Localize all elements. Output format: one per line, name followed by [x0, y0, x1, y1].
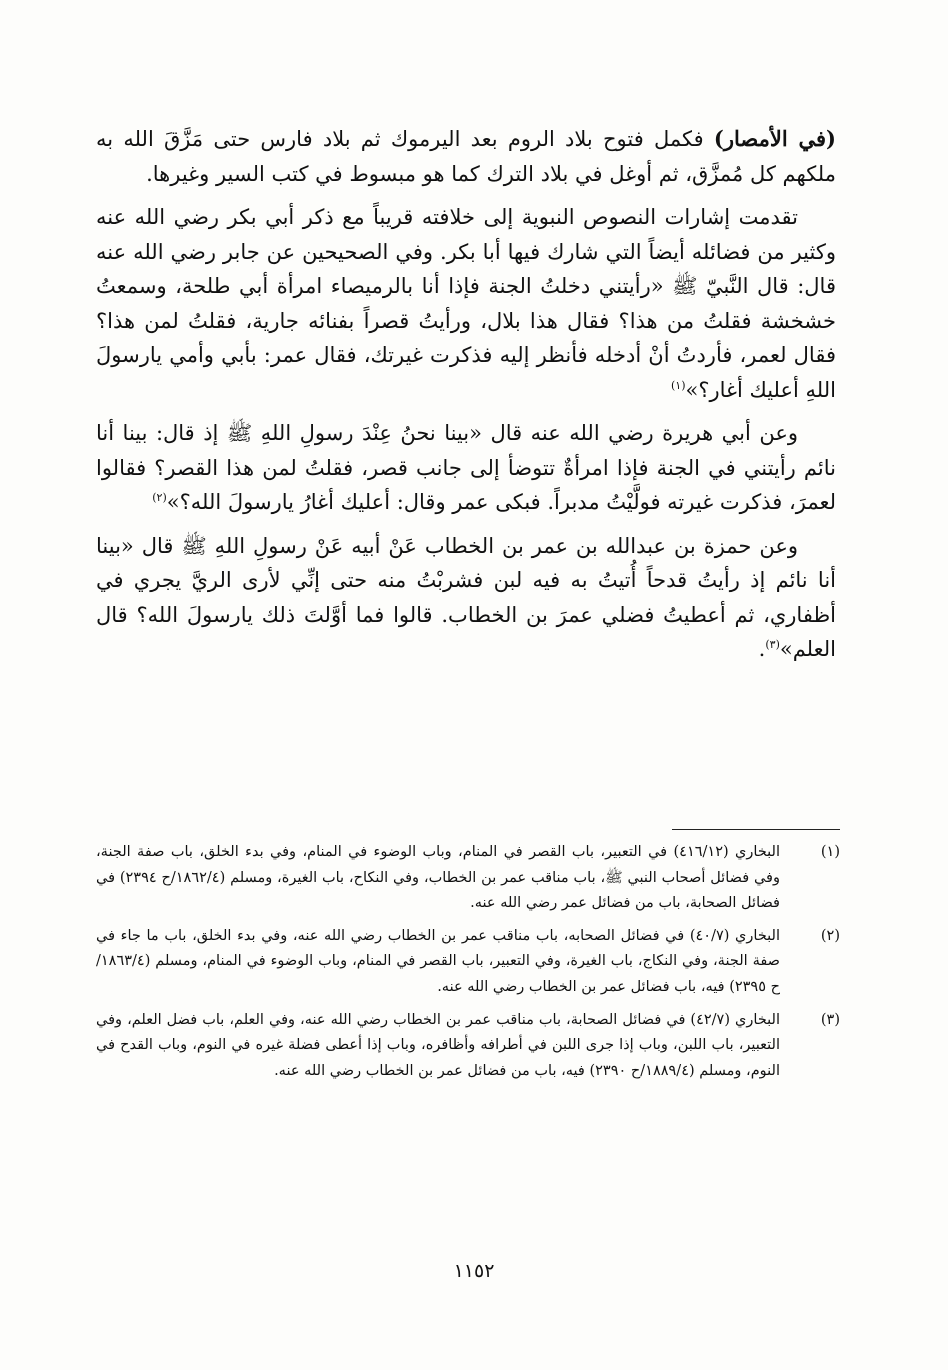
footnote-text: البخاري (٤٢/٧) في فضائل الصحابة، باب مناقب عمر بن الخطاب رضي الله عنه، وفي العلم، باب فضل العلم، وفي التعبير، باب اللبن، وباب إذا جرى اللبن في أطرافه وأظافره، وباب إذا أعطى فضلة غيره في النوم، وباب القدح في النوم، ومسلم (١٨٨٩/٤/ح ٢٣٩٠) فيه، باب من فضائل عمر بن الخطاب رضي الله عنه. — [96, 1011, 780, 1079]
paragraph-4-end: . — [758, 637, 766, 661]
paragraph-3 — [96, 416, 836, 520]
footnote-3 — [96, 1008, 840, 1085]
paragraph-1 — [96, 122, 836, 191]
footnote-number: (١) — [820, 844, 840, 860]
footnote-1 — [96, 840, 840, 917]
footnote-number: (٢) — [820, 927, 840, 944]
paragraph-2-text: تقدمت إشارات النصوص النبوية إلى خلافته قريباً مع ذكر أبي بكر رضي الله عنه وكثير من فضائله أيضاً التي شارك فيها أبا بكر. وفي الصحيحين عن جابر رضي الله عنه قال: قال النَّبيّ ﷺ «رأيتني دخلتُ الجنة فإذا أنا بالرميصاء امرأة أبي طلحة، وسمعتُ خشخشة فقلتُ من هذا؟ فقال هذا بلال، ورأيتُ قصراً بفنائه جارية، فقلتُ لمن هذا؟ فقال لعمر، فأردتُ أنْ أدخله فأنظر إليه فذكرت غيرتك، فقال عمر: بأبي وأمي يارسولَ اللهِ أعليك أغار؟» — [96, 205, 836, 402]
paragraph-3-text: وعن أبي هريرة رضي الله عنه قال «بينا نحنُ عِنْدَ رسولِ اللهِ ﷺ إذ قال: بينا أنا نائم رأيتني في الجنة فإذا امرأةٌ تتوضأ إلى جانب قصر، فقلتُ لمن هذا القصر؟ فقالوا لعمرَ، فذكرت غيرته فولَّيْتُ مدبراً. فبكى عمر وقال: أعليك أغارُ يارسولَ الله؟» — [96, 421, 836, 514]
footnote-ref-1[interactable]: (١) — [670, 378, 686, 392]
footnote-ref-3[interactable]: (٣) — [765, 638, 780, 651]
paragraph-4 — [96, 529, 836, 667]
paragraph-2 — [96, 200, 836, 407]
footnote-text: البخاري (٤١٦/١٢) في التعبير، باب القصر في المنام، وباب الوضوء في المنام، وفي بدء الخلق، باب صفة الجنة، وفي فضائل أصحاب النبي ﷺ، باب مناقب عمر بن الخطاب، وفي النكاح، باب الغيرة، ومسلم (١٨٦٢/٤/ح ٢٣٩٤) في فضائل الصحابة، باب من فضائل عمر رضي الله عنه. — [96, 844, 780, 912]
paragraph-4-text: وعن حمزة بن عبدالله بن عمر بن الخطاب عَنْ أبيه عَنْ رسولِ اللهِ ﷺ قال «بينا أنا نائم إذ رأيتُ قدحاً أُتيتُ به فيه لبن فشربْتُ منه حتى إنِّي لأرى الريَّ يجري في أظفاري، ثم أعطيتُ فضلي عمرَ بن الخطاب. قالوا فما أوَّلتَ ذلك يارسولَ الله؟ قال العلم» — [96, 533, 836, 661]
footnote-text: البخاري (٤٠/٧) في فضائل الصحابه، باب مناقب عمر بن الخطاب رضي الله عنه، وفي بدء الخلق، باب ما جاء في صفة الجنة، وفي النكاج، باب الغيرة، وفي التعبير، باب القصر في المنام، وباب الوضوء في المنام، ومسلم (١٨٦٣/٤/ح ٢٣٩٥) فيه، باب فضائل عمر بن الخطاب رضي الله عنه. — [96, 927, 781, 995]
paragraph-1-text: فكمل فتوح بلاد الروم بعد اليرموك ثم بلاد فارس حتى مَزَّقَ الله به ملكهم كل مُمزَّق، ثم أوغل في بلاد الترك كما هو مبسوط في كتب السير وغيرها. — [96, 127, 836, 186]
footnote-divider — [672, 829, 840, 830]
footnote-number: (٣) — [820, 1011, 840, 1028]
page-number: ١١٥٢ — [453, 1260, 495, 1282]
footnote-ref-2[interactable]: (٢) — [152, 491, 167, 504]
footnotes — [96, 840, 840, 1091]
footnote-2 — [96, 924, 840, 1001]
main-text — [96, 122, 836, 676]
paragraph-1-lead: (في الأمصار) — [713, 126, 836, 151]
